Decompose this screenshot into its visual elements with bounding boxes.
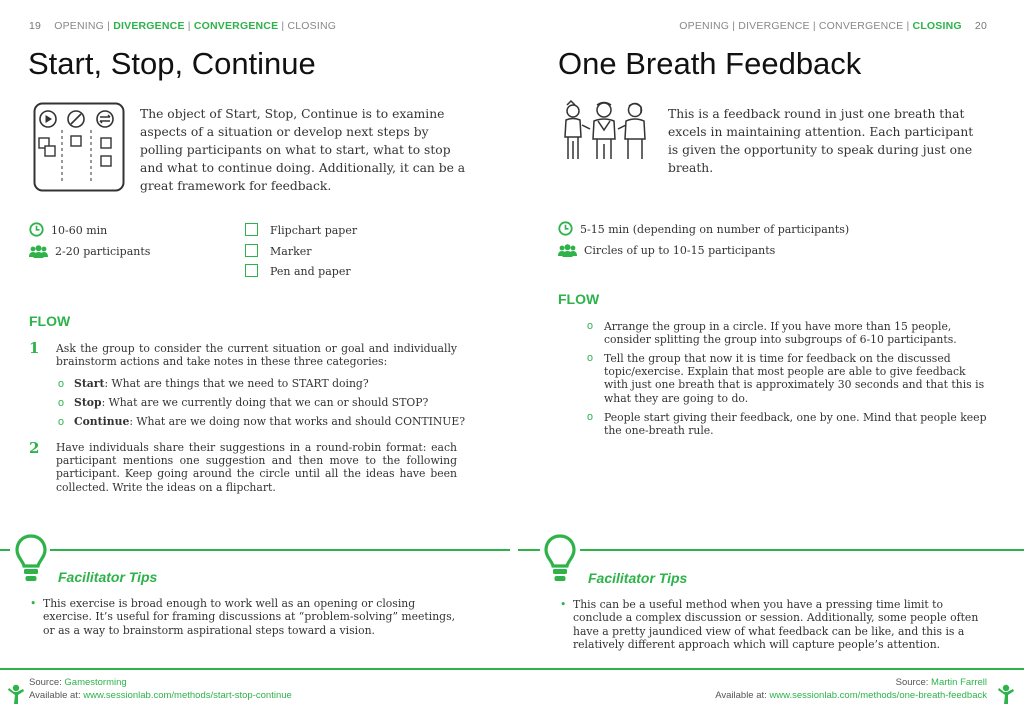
checkbox-icon — [245, 264, 258, 277]
right-page-number: 20 — [974, 20, 987, 32]
people-icon — [558, 244, 577, 257]
tips-divider-left — [50, 549, 510, 551]
lightbulb-icon — [543, 533, 577, 583]
right-footer: Source: Martin Farrell Available at: www.sessionlab.com/methods/one-breath-feedback — [715, 677, 987, 701]
footer-divider — [0, 668, 1024, 670]
material-item: Flipchart paper — [245, 221, 357, 242]
right-breadcrumb: OPENING | DIVERGENCE | CONVERGENCE | CLOSING 20 — [679, 20, 987, 32]
category-stop: o Stop: What are we currently doing that we can or should STOP? — [58, 396, 429, 409]
right-flow-step: o People start giving their feedback, one by one. Mind that people keep the one-breath rule. — [587, 411, 987, 438]
category-start: o Start: What are things that we need to START doing? — [58, 377, 369, 390]
left-footer: Source: Gamestorming Available at: www.sessionlab.com/methods/start-stop-continue — [29, 677, 292, 701]
crumb-convergence: CONVERGENCE — [193, 20, 279, 32]
right-duration — [558, 219, 849, 240]
left-intro: The object of Start, Stop, Continue is to examine aspects of a situation or develop next steps by polling participants on what to start, what to stop and what to continue doing. Additionally, it can be a great framework for feedback. — [140, 107, 466, 193]
start-stop-continue-illustration-icon — [33, 102, 125, 192]
people-talking-illustration-icon — [557, 99, 653, 161]
left-page-number: 19 — [29, 20, 42, 32]
left-duration — [29, 220, 107, 241]
step-1-text: Ask the group to consider the current situation or goal and individually brainstorm actions and take notes in these three categories: — [56, 342, 457, 369]
right-participants-text: Circles of up to 10-15 participants — [584, 244, 776, 257]
clock-icon — [29, 222, 44, 237]
left-participants — [29, 241, 150, 262]
lightbulb-icon — [14, 533, 48, 583]
right-page-title: One Breath Feedback — [558, 46, 862, 81]
right-intro: This is a feedback round in just one breath that excels in maintaining attention. Each participant is given the opportunity to speak during just one breath. — [668, 107, 974, 175]
crumb-opening: OPENING — [54, 20, 105, 32]
crumb-closing: CLOSING — [912, 20, 962, 32]
right-flow-heading: FLOW — [558, 291, 600, 307]
left-duration-text: 10-60 min — [51, 224, 108, 237]
tips-divider-right — [580, 549, 1024, 551]
checkbox-icon — [245, 244, 258, 257]
left-url-link[interactable]: www.sessionlab.com/methods/start-stop-continue — [83, 689, 292, 701]
sessionlab-logo-icon — [996, 684, 1016, 706]
right-tips-heading: Facilitator Tips — [588, 570, 688, 586]
right-duration-text: 5-15 min (depending on number of participants) — [580, 223, 850, 236]
crumb-opening: OPENING — [679, 20, 730, 32]
left-flow-heading: FLOW — [29, 313, 71, 329]
right-url-link[interactable]: www.sessionlab.com/methods/one-breath-feedback — [769, 689, 987, 701]
checkbox-icon — [245, 223, 258, 236]
right-tip: • This can be a useful method when you have a pressing time limit to conclude a complex discussion or session. Additionally, some people often have a pretty jaundiced view of what feedback can be like, and this is a relatively different approach which will capture people’s attention. — [560, 598, 979, 652]
left-participants-text: 2-20 participants — [55, 245, 151, 258]
right-flow-step: o Tell the group that now it is time for feedback on the discussed topic/exercise. Explain that most people are able to give feedback with just one breath that is approximately 30 seconds and that this is what they are going to do. — [587, 352, 985, 405]
clock-icon — [558, 221, 573, 236]
left-page-title: Start, Stop, Continue — [28, 46, 316, 81]
right-participants — [558, 240, 775, 261]
material-item: Marker — [245, 242, 357, 263]
people-icon — [29, 245, 48, 258]
step-number-2: 2 — [29, 439, 40, 457]
step-2-text: Have individuals share their suggestions in a round-robin format: each participant mentions one suggestion and then move to the following participant. Keep going around the circle until all the ideas have been collected. Write the ideas on a flipchart. — [56, 441, 457, 494]
tips-divider-left-stub — [0, 549, 10, 551]
left-tip: • This exercise is broad enough to work well as an opening or closing exercise. It’s useful for framing discussions at “problem-solving” meetings, or as a way to brainstorm aspirational steps toward a vision. — [30, 597, 456, 637]
step-number-1: 1 — [29, 339, 40, 357]
tips-divider-right-stub — [518, 549, 540, 551]
right-source-link[interactable]: Martin Farrell — [931, 677, 987, 688]
crumb-closing: CLOSING — [287, 20, 337, 32]
left-source-link[interactable]: Gamestorming — [64, 677, 127, 688]
left-breadcrumb: 19 OPENING | DIVERGENCE | CONVERGENCE | CLOSING — [29, 20, 337, 32]
sessionlab-logo-icon — [6, 684, 26, 706]
crumb-divergence: DIVERGENCE — [113, 20, 185, 32]
material-item: Pen and paper — [245, 262, 357, 283]
crumb-convergence: CONVERGENCE — [818, 20, 904, 32]
category-continue: o Continue: What are we doing now that works and should CONTINUE? — [58, 415, 466, 428]
materials-list — [245, 221, 357, 283]
right-flow-step: o Arrange the group in a circle. If you have more than 15 people, consider splitting the group into subgroups of 6-10 participants. — [587, 320, 957, 347]
crumb-divergence: DIVERGENCE — [738, 20, 810, 32]
left-tips-heading: Facilitator Tips — [58, 569, 158, 585]
